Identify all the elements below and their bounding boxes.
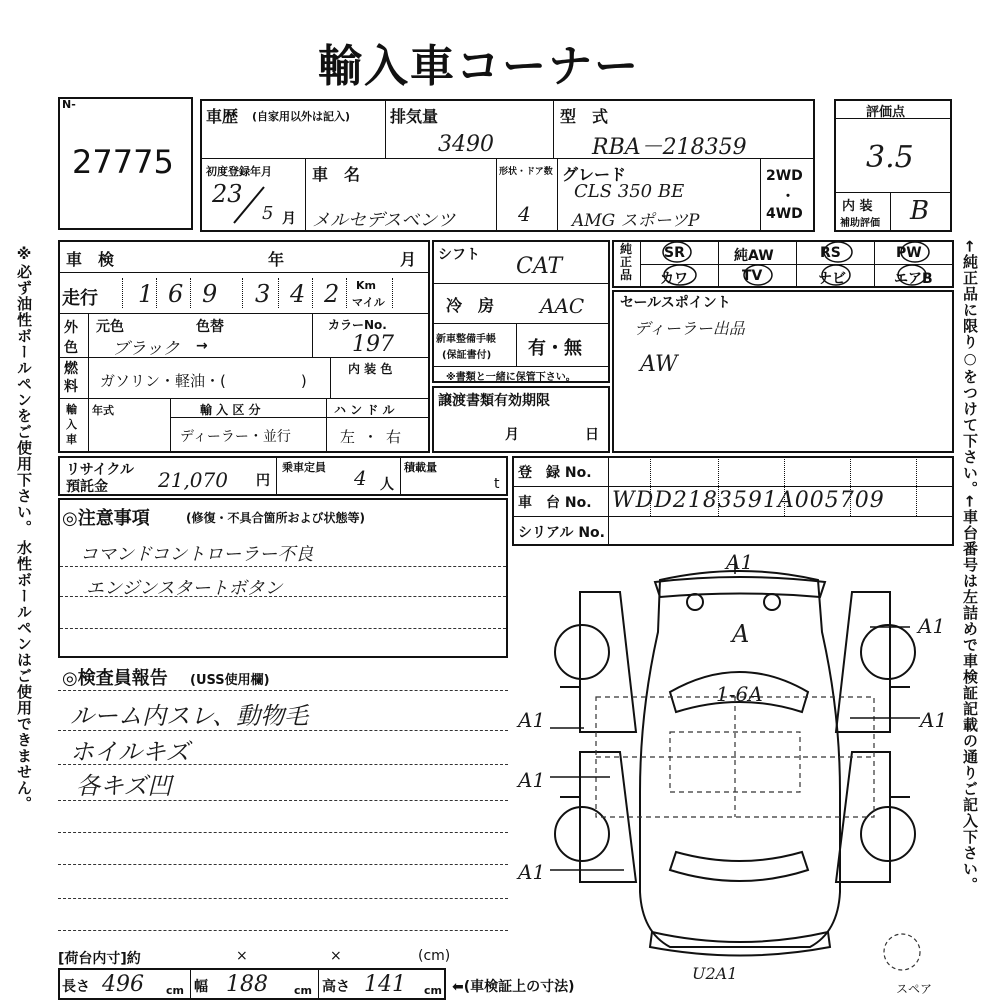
inspector-line-2: ホイルキズ — [70, 738, 190, 766]
caution-line-1: コマンドコントローラー不良 — [80, 544, 314, 565]
doors-label: 形状・ドア数 — [499, 167, 553, 177]
fuel-side-label: 燃料 — [64, 361, 78, 395]
length-value: 496 — [102, 972, 144, 997]
side-note-right-2: ←車台番号は左詰めで車検証記載の通りご記入下さい。 — [961, 495, 979, 893]
score-label: 評価点 — [866, 105, 906, 120]
mileage-digit-4: 3 — [255, 280, 271, 308]
sales-point-label: セールスポイント — [620, 295, 731, 311]
car-name-label: 車 名 — [312, 165, 361, 184]
genuine-sr[interactable]: SR — [664, 245, 685, 261]
genuine-leather[interactable]: カワ — [660, 271, 688, 287]
transfer-day: 日 — [585, 427, 599, 443]
color-change-label: 色替 — [196, 319, 224, 335]
height-value: 141 — [364, 972, 406, 997]
color-orig-label: 元色 — [96, 319, 124, 335]
mark-front-left: A1 — [518, 708, 546, 732]
import-year-label: 年式 — [92, 404, 114, 417]
displacement-label: 排気量 — [390, 107, 439, 126]
genuine-circles — [640, 240, 980, 290]
mark-rear: U2A1 — [692, 964, 738, 983]
car-name-value: メルセデスベンツ — [312, 210, 456, 231]
capacity-value: 4 — [354, 466, 367, 490]
page-title: 輸入車コーナー — [318, 41, 640, 92]
recycle-label-2: 預託金 — [66, 479, 108, 495]
doors-value: 4 — [518, 202, 531, 226]
load-label: 積載量 — [404, 461, 437, 474]
inspector-label: ◎検査員報告 — [62, 668, 168, 689]
serial-label: シリアル No. — [518, 525, 605, 541]
shift-value: CAT — [516, 254, 563, 279]
length-unit: cm — [166, 984, 184, 997]
mileage-unit-mile: マイル — [352, 296, 385, 309]
cargo-label: [荷台内寸]約 — [58, 951, 141, 967]
first-reg-month-unit: 月 — [282, 211, 296, 227]
cargo-unit: (cm) — [418, 948, 451, 964]
model-value: RBA－218359 — [592, 135, 747, 160]
capacity-label: 乗車定員 — [282, 461, 326, 474]
mark-windshield: 1-6A — [716, 682, 763, 706]
mark-front: A1 — [726, 550, 754, 574]
chassis-value: WDD2183591A005709 — [612, 488, 885, 513]
import-side-label: 輸入車 — [66, 403, 77, 446]
lot-corner-mark: N- — [62, 98, 76, 111]
handle-label: ハ ン ド ル — [334, 403, 395, 417]
first-reg-month: 5 — [262, 203, 274, 224]
record-label-1: 新車整備手帳 — [436, 334, 496, 345]
car-damage-diagram — [540, 552, 930, 972]
genuine-pw[interactable]: PW — [896, 245, 922, 261]
genuine-navi[interactable]: ナビ — [818, 271, 846, 287]
mileage-digit-1: 1 — [138, 280, 154, 308]
mark-rear-left: A1 — [518, 860, 546, 884]
recycle-unit: 円 — [256, 473, 270, 489]
inspector-line-3: 各キズ凹 — [76, 772, 172, 800]
interior-color-label: 内 装 色 — [348, 362, 393, 376]
inspection-month: 月 — [400, 250, 417, 269]
sales-point-line2: AW — [640, 352, 678, 377]
interior-sub: 補助評価 — [840, 218, 880, 229]
lot-number: 27775 — [72, 143, 174, 181]
inspection-year: 年 — [268, 250, 285, 269]
mark-front-right: A1 — [918, 614, 946, 638]
transfer-label: 譲渡書類有効期限 — [438, 393, 550, 409]
ac-label: 冷 房 — [446, 296, 495, 315]
record-note: ※書類と一緒に保管下さい。 — [446, 372, 576, 383]
genuine-aw[interactable]: 純AW — [734, 248, 774, 264]
side-note-right-1: ←純正品に限り○をつけて下さい。 — [961, 240, 979, 497]
record-value[interactable]: 有・無 — [528, 338, 582, 359]
score-value: 3.5 — [866, 140, 914, 175]
mark-right-door: A1 — [920, 708, 948, 732]
width-label: 幅 — [194, 979, 208, 995]
import-class-label: 輸 入 区 分 — [200, 403, 261, 417]
interior-label: 内 装 — [842, 199, 873, 214]
color-orig-value: ブラック — [112, 339, 180, 359]
mark-left-rear: A1 — [518, 768, 546, 792]
fuel-value: ガソリン・軽油・( ) — [100, 372, 307, 390]
color-arrow: → — [196, 338, 208, 354]
color-side-label: 外色 — [64, 320, 78, 356]
mark-hood: A — [732, 620, 750, 648]
record-label-2: (保証書付) — [442, 350, 492, 361]
mileage-digit-2: 6 — [168, 280, 184, 308]
chassis-label: 車 台 No. — [518, 495, 592, 511]
registration-label: 登 録 No. — [518, 465, 592, 481]
mileage-digit-3: 9 — [202, 280, 218, 308]
mileage-label: 走行 — [62, 288, 98, 309]
inspector-line-1: ルーム内スレ、動物毛 — [70, 702, 309, 730]
history-note: (自家用以外は記入) — [252, 110, 351, 123]
import-class-value: ディーラー・並行 — [180, 429, 291, 445]
transfer-month: 月 — [505, 427, 519, 443]
caution-label: ◎注意事項 — [62, 508, 150, 529]
sales-point-line1: ディーラー出品 — [634, 319, 745, 338]
recycle-value: 21,070 — [158, 468, 228, 492]
recycle-label-1: リサイクル — [66, 462, 135, 478]
length-label: 長さ — [62, 979, 90, 995]
drive-sep: ・ — [781, 189, 795, 205]
caution-sub: (修復・不具合箇所および状態等) — [186, 511, 365, 525]
model-label: 型 式 — [560, 107, 609, 126]
ac-value: AAC — [540, 294, 585, 318]
first-reg-year: 23 — [212, 180, 243, 208]
height-label: 高さ — [322, 979, 350, 995]
genuine-tv[interactable]: TV — [742, 268, 763, 284]
cargo-x2: × — [330, 948, 342, 964]
width-unit: cm — [294, 984, 312, 997]
side-note-left-2: 水性ボールペンはご使用できません。 — [15, 540, 33, 812]
drive-2wd[interactable]: 2WD — [766, 168, 803, 184]
first-reg-label: 初度登録年月 — [206, 165, 272, 178]
cargo-x1: × — [236, 948, 248, 964]
mileage-unit-km: Km — [356, 279, 376, 292]
genuine-side-label: 純正品 — [620, 242, 633, 282]
grade-label: グレード — [562, 165, 627, 184]
grade-line2: AMG スポーツP — [572, 211, 700, 231]
color-code-value: 197 — [352, 332, 394, 357]
drive-4wd[interactable]: 4WD — [766, 206, 803, 222]
inspection-label: 車 検 — [66, 250, 115, 269]
shift-label: シフト — [438, 247, 480, 263]
dims-note: ⬅(車検証上の寸法) — [452, 979, 575, 995]
genuine-rs[interactable]: RS — [820, 245, 841, 261]
mileage-digit-5: 4 — [290, 280, 306, 308]
history-label: 車歴 — [206, 107, 239, 126]
displacement-value: 3490 — [438, 132, 494, 157]
height-unit: cm — [424, 984, 442, 997]
interior-grade: B — [910, 196, 930, 226]
spare-label: スペア — [896, 982, 933, 996]
color-code-label: カラーNo. — [328, 318, 387, 332]
genuine-airbag[interactable]: エアB — [894, 271, 933, 287]
caution-line-2: エンジンスタートボタン — [86, 578, 283, 599]
handle-value: 左・右 — [340, 428, 410, 446]
load-unit: t — [494, 476, 500, 492]
side-note-left-1: ※必ず油性ボールペンをご使用下さい。 — [15, 245, 33, 536]
capacity-unit: 人 — [380, 477, 394, 493]
width-value: 188 — [226, 972, 268, 997]
inspector-sub: (USS使用欄) — [190, 673, 270, 688]
grade-line1: CLS 350 BE — [574, 181, 685, 202]
mileage-digit-6: 2 — [324, 280, 340, 308]
